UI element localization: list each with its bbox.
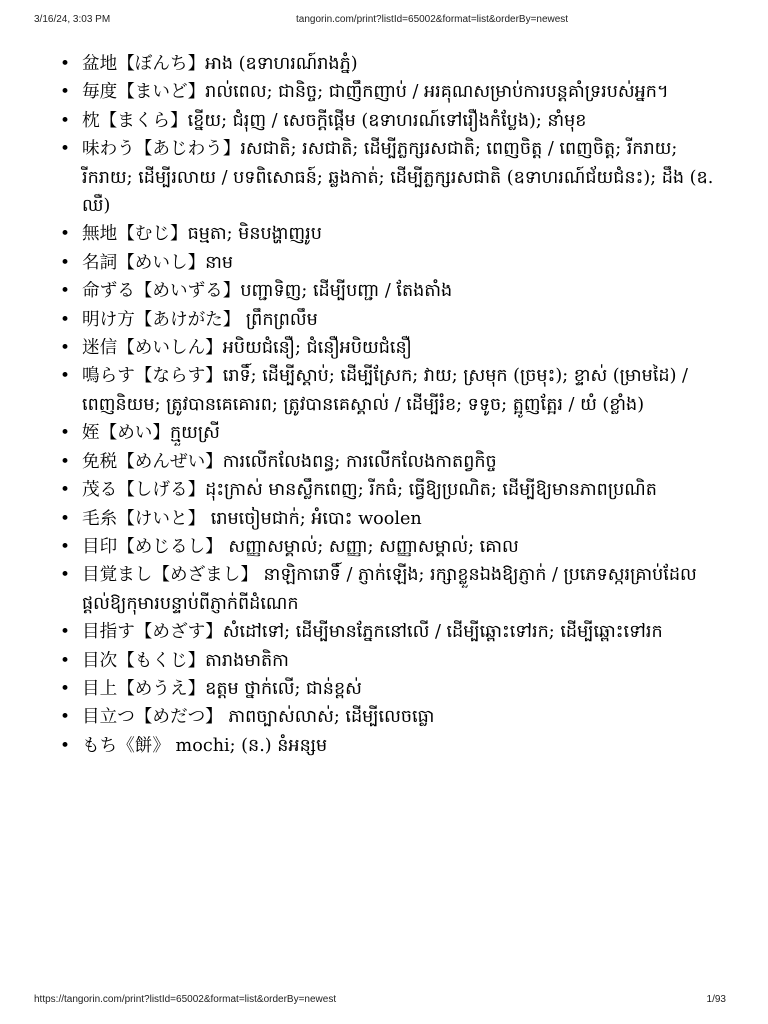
entry-text: 目立つ【めだつ】 ភាពច្បាស់លាស់; ដើម្បីលេចធ្លោ: [82, 707, 435, 728]
entry-text: 目指す【めざす】សំដៅទៅ; ដើម្បីមានភ្នែកនៅលើ / ដើម្បីឆ្ពោះទៅរក; ដើម្បីឆ្ពោះទៅរក: [82, 622, 663, 643]
print-timestamp: 3/16/24, 3:03 PM: [34, 14, 111, 25]
bullet-icon: •: [60, 536, 71, 557]
entry-text: 目次【もくじ】តារាងមាតិកា: [82, 650, 289, 671]
dictionary-entry: [56, 306, 718, 334]
dictionary-entry: [56, 505, 718, 533]
entry-text: 鳴らす【ならす】រោទិ៍; ដើម្បីស្តាប់; ដើម្បីស្រែក; វាយ; ស្រមុក (ច្រមុះ); ខ្ទាស់ (ម្រាមដៃ) / ពេញនិយម; ត្រូវបានគេគោរព; ត្រូវបានគេស្គាល់ / ដើម្បីរំខ; ទទូច; ត្អូញត្អែរ / យំ (ខ្លាំង): [82, 366, 688, 415]
entry-text: 名詞【めいし】នាម: [82, 252, 234, 273]
entry-text: 免税【めんぜい】ការលើកលែងពន្ធ; ការលើកលែងកាតព្វកិច្ច: [82, 451, 497, 472]
dictionary-entry: [56, 78, 718, 106]
entry-text: 無地【むじ】ធម្មតា; មិនបង្ហាញរូប: [82, 224, 322, 245]
dictionary-entry: [56, 703, 718, 731]
entry-text: 盆地【ぼんち】អាង (ឧទាហរណ៍រាងភ្នំ): [82, 54, 358, 74]
bullet-icon: •: [60, 252, 71, 273]
dictionary-entry: [56, 561, 718, 618]
bullet-icon: •: [60, 139, 71, 160]
dictionary-entry: [56, 220, 718, 248]
bullet-icon: •: [60, 82, 71, 103]
dictionary-entry: [56, 675, 718, 703]
dictionary-entry: [56, 448, 718, 476]
dictionary-entry: [56, 249, 718, 277]
bullet-icon: •: [60, 735, 71, 756]
bullet-icon: •: [60, 110, 71, 131]
dictionary-entry: [56, 362, 718, 419]
dictionary-entry: [56, 476, 718, 504]
dictionary-entry: [56, 50, 718, 78]
bullet-icon: •: [60, 565, 71, 586]
dictionary-entry: [56, 618, 718, 646]
bullet-icon: •: [60, 707, 71, 728]
dictionary-entry: [56, 647, 718, 675]
dictionary-entry: [56, 419, 718, 447]
entry-text: 目印【めじるし】 សញ្ញាសម្គាល់; សញ្ញា; សញ្ញាសម្គាល់; គោល: [82, 536, 519, 557]
dictionary-entry: [56, 107, 718, 135]
dictionary-entry: [56, 135, 718, 220]
entry-text: 命ずる【めいずる】បញ្ជាទិញ; ដើម្បីបញ្ជា / តែងតាំង: [82, 281, 453, 302]
entry-text: 目覚まし【めざまし】 នាឡិការោទិ៍ / ភ្ញាក់ឡើង; រក្សាខ្លួនឯងឱ្យភ្ញាក់ / ប្រភេទស្ករគ្រាប់ដែលផ្តល់ឱ្យកុមារបន្ទាប់ពីភ្ញាក់ពីដំណេក: [82, 565, 697, 614]
entry-text: 明け方【あけがた】 ព្រឹកព្រលឹម: [82, 309, 318, 330]
dictionary-entry: [56, 732, 718, 760]
bullet-icon: •: [60, 508, 71, 529]
bullet-icon: •: [60, 224, 71, 245]
entry-text: 毎度【まいど】រាល់ពេល; ជានិច្ច; ជាញឹកញាប់ / អរគុណសម្រាប់ការបន្តគាំទ្ររបស់អ្នក។: [82, 82, 669, 103]
entry-text: 茂る【しげる】ដុះក្រាស់ មានស្លឹកពេញ; រីកធំ; ធ្វើឱ្យប្រណិត; ដើម្បីឱ្យមានភាពប្រណិត: [82, 480, 657, 501]
bullet-icon: •: [60, 54, 71, 74]
print-footer: [34, 994, 734, 1010]
entry-text: 目上【めうえ】ឧត្តម ថ្នាក់លើ; ជាន់ខ្ពស់: [82, 678, 362, 699]
entry-text: もち《餅》 mochi; (ន.) នំអន្សម: [82, 735, 328, 756]
bullet-icon: •: [60, 622, 71, 643]
bullet-icon: •: [60, 678, 71, 699]
bullet-icon: •: [60, 309, 71, 330]
entry-text: 味わう【あじわう】រសជាតិ; រសជាតិ; ដើម្បីភ្លក្សរសជាតិ; ពេញចិត្ត / ពេញចិត្ត; រីករាយ; រីករាយ; ដើម្បីរលាយ / បទពិសោធន៍; ឆ្លងកាត់; ដើម្បីភ្លក្សរសជាតិ (ឧទាហរណ៍ជ័យជំនះ); ដឹង (ឧ. ឈឺ): [82, 139, 714, 217]
entry-text: 枕【まくら】ខ្នើយ; ជំរុញ / សេចក្តីផ្តើម (ឧទាហរណ៍ទៅរឿងកំប្លែង); នាំមុខ: [82, 110, 587, 131]
dictionary-entry-list: [56, 50, 718, 760]
bullet-icon: •: [60, 281, 71, 302]
print-header: [34, 14, 734, 30]
entry-text: 姪【めい】ក្មួយស្រី: [82, 423, 220, 444]
bullet-icon: •: [60, 423, 71, 444]
bullet-icon: •: [60, 480, 71, 501]
page-number: 1/93: [706, 994, 726, 1005]
bullet-icon: •: [60, 650, 71, 671]
entry-text: 毛糸【けいと】 រោមចៀមជាក់; អំបោះ woolen: [82, 508, 422, 529]
dictionary-entry: [56, 533, 718, 561]
bullet-icon: •: [60, 338, 71, 359]
entry-text: 迷信【めいしん】អបិយជំនឿ; ជំនឿអបិយជំនឿ: [82, 338, 412, 359]
bullet-icon: •: [60, 451, 71, 472]
print-page-url: tangorin.com/print?listId=65002&format=list&orderBy=newest: [296, 14, 569, 25]
dictionary-entry: [56, 334, 718, 362]
footer-url: https://tangorin.com/print?listId=65002&format=list&orderBy=newest: [34, 994, 337, 1005]
bullet-icon: •: [60, 366, 71, 387]
dictionary-entry: [56, 277, 718, 305]
